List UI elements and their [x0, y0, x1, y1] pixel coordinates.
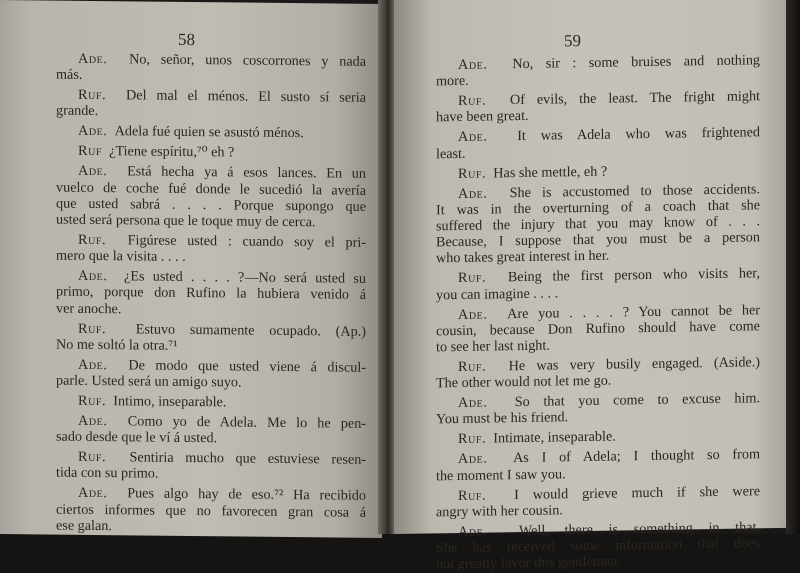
dialogue-continuation: [56, 336, 366, 355]
line-text: Adela fué quien se asustó ménos.: [114, 123, 304, 142]
line-text: Intimo, inseparable.: [113, 393, 227, 411]
line-text: She is accustomed to those accidents.: [509, 180, 760, 201]
line-text: Being the first person who visits her,: [507, 265, 761, 286]
speaker-label: Ade.: [78, 412, 108, 430]
speaker-label: Ade.: [78, 485, 108, 502]
line-text: the moment I saw you.: [436, 465, 566, 484]
speaker-label: Ade.: [458, 306, 488, 323]
line-text: grande.: [56, 102, 99, 120]
line-text: suffered the injury that you may know of . . .: [436, 213, 760, 235]
dialogue-continuation: [56, 103, 366, 122]
line-text: Estuvo sumamente ocupado. (Ap.): [135, 321, 366, 340]
line-text: Because, I suppose that you must be a person: [436, 229, 760, 251]
line-text: ¿Tiene espíritu,⁷⁰ eh ?: [109, 143, 235, 161]
speaker-label: Ade.: [78, 356, 108, 373]
line-text: ver anoche.: [56, 300, 122, 317]
line-text: I would grieve much if she were: [514, 482, 760, 503]
speaker-label: Ade.: [78, 50, 108, 68]
line-text: No, sir : some bruises and nothing: [512, 52, 761, 73]
dialogue-line: [436, 161, 760, 182]
dialogue-continuation: [56, 212, 366, 231]
line-text: The other would not let me go.: [436, 372, 612, 392]
line-text: As I of Adela; I thought so from: [513, 446, 760, 467]
line-text: It was Adela who was frightened: [517, 124, 760, 145]
speaker-label: Ade.: [458, 128, 488, 146]
speaker-label: Ruf.: [78, 87, 107, 104]
dialogue-continuation: [56, 373, 366, 392]
line-text: primo, porque don Rufino la hubiera venido á: [56, 284, 366, 304]
line-text: Sentiria mucho que estuviese resen-: [129, 449, 367, 469]
line-text: have been great.: [436, 108, 529, 126]
book-edge-shadow: [786, 0, 800, 534]
line-text: Está hecha ya á esos lances. En un: [127, 163, 366, 183]
dialogue-line: [56, 143, 366, 162]
line-text: usted será persona que le toque muy de cerca.: [56, 211, 316, 231]
line-text: who takes great interest in her.: [436, 248, 610, 267]
page-number: 59: [564, 31, 581, 51]
speaker-label: Ade.: [458, 450, 488, 468]
line-text: Are you . . . . ? You cannot be her: [507, 301, 761, 322]
speaker-label: Ade.: [458, 185, 488, 202]
line-text: Como yo de Adela. Me lo he pen-: [127, 413, 367, 432]
line-text: sado desde que le ví á usted.: [56, 428, 218, 447]
speaker-label: Ruf.: [458, 487, 487, 504]
speaker-label: Ade.: [458, 394, 488, 412]
dialogue-continuation: [56, 248, 366, 267]
line-text: Del mal el ménos. El susto sí seria: [126, 87, 366, 107]
line-text: tida con su primo.: [56, 465, 159, 483]
line-text: Intimate, inseparable.: [493, 428, 616, 447]
dialogue-continuation: [56, 300, 366, 319]
left-page: [0, 0, 382, 538]
line-text: not greatly favor this gentleman.: [436, 553, 621, 573]
dialogue-line: [56, 393, 366, 412]
speaker-label: Ade.: [78, 163, 108, 180]
speaker-label: Ruf.: [78, 320, 107, 337]
speaker-label: Ruf.: [458, 269, 487, 287]
line-text: You must be his friend.: [436, 409, 569, 428]
left-page-text: [56, 51, 366, 537]
speaker-label: Ruf.: [78, 449, 107, 466]
right-page-text: [436, 52, 760, 573]
page-number: 58: [178, 29, 195, 50]
dialogue-continuation: [56, 429, 366, 448]
line-text: Pues algo hay de eso.⁷² Ha recibido: [127, 485, 366, 505]
speaker-label: Ruf.: [458, 430, 487, 448]
line-text: Of evils, the least. The fright might: [510, 88, 760, 109]
line-text: mero que la visita . . . .: [56, 247, 186, 266]
speaker-label: Ruf.: [458, 92, 487, 110]
speaker-label: Ruf.: [78, 392, 107, 410]
line-text: to see her last night.: [436, 337, 550, 356]
line-text: So that you come to excuse him.: [514, 390, 760, 411]
dialogue-line: [56, 123, 366, 142]
line-text: It was in the overturning of a coach that she: [436, 197, 760, 219]
speaker-label: Ade.: [78, 123, 108, 140]
line-text: No, señor, unos coscorrones y nada: [129, 51, 367, 70]
line-text: No me soltó la otra.⁷¹: [56, 336, 178, 354]
line-text: Has she mettle, eh ?: [493, 163, 608, 182]
line-text: least.: [436, 145, 466, 162]
speaker-label: Ruf: [78, 143, 103, 160]
line-text: más.: [56, 66, 83, 84]
line-text: Well, there is something in that.: [518, 519, 760, 539]
dialogue-line: [436, 427, 760, 448]
line-text: you can imagine . . . .: [436, 285, 559, 303]
dialogue-continuation: [56, 67, 366, 86]
speaker-label: Ade.: [458, 56, 488, 73]
speaker-label: Ade.: [78, 268, 108, 285]
line-text: vuelco de coche fué donde le sucedió la avería: [56, 179, 366, 199]
line-text: De modo que usted viene á discul-: [128, 357, 366, 376]
line-text: que usted sabrá . . . . Porque supongo que: [56, 195, 366, 215]
dialogue-continuation: [56, 517, 366, 536]
line-text: ¿Es usted . . . . ?—No será usted su: [124, 268, 366, 288]
speaker-label: Ruf.: [458, 358, 487, 376]
line-text: Figúrese usted : cuando soy el pri-: [127, 232, 367, 251]
speaker-label: Ade.: [458, 523, 488, 540]
line-text: ciertos informes que no favorecen gran cosa á: [56, 501, 366, 521]
dialogue-continuation: [56, 465, 366, 484]
line-text: angry with her cousin.: [436, 502, 563, 521]
line-text: parle. Usted será un amigo suyo.: [56, 372, 242, 391]
speaker-label: Ruf.: [458, 165, 487, 182]
line-text: ese galan.: [56, 517, 112, 535]
line-text: She has received some information that does: [436, 535, 760, 557]
line-text: He was very busily engaged. (Aside.): [508, 354, 761, 375]
line-text: more.: [436, 73, 469, 90]
right-page: [394, 0, 786, 573]
speaker-label: Ruf.: [78, 231, 107, 249]
line-text: cousin, because Don Rufino should have come: [436, 318, 760, 340]
